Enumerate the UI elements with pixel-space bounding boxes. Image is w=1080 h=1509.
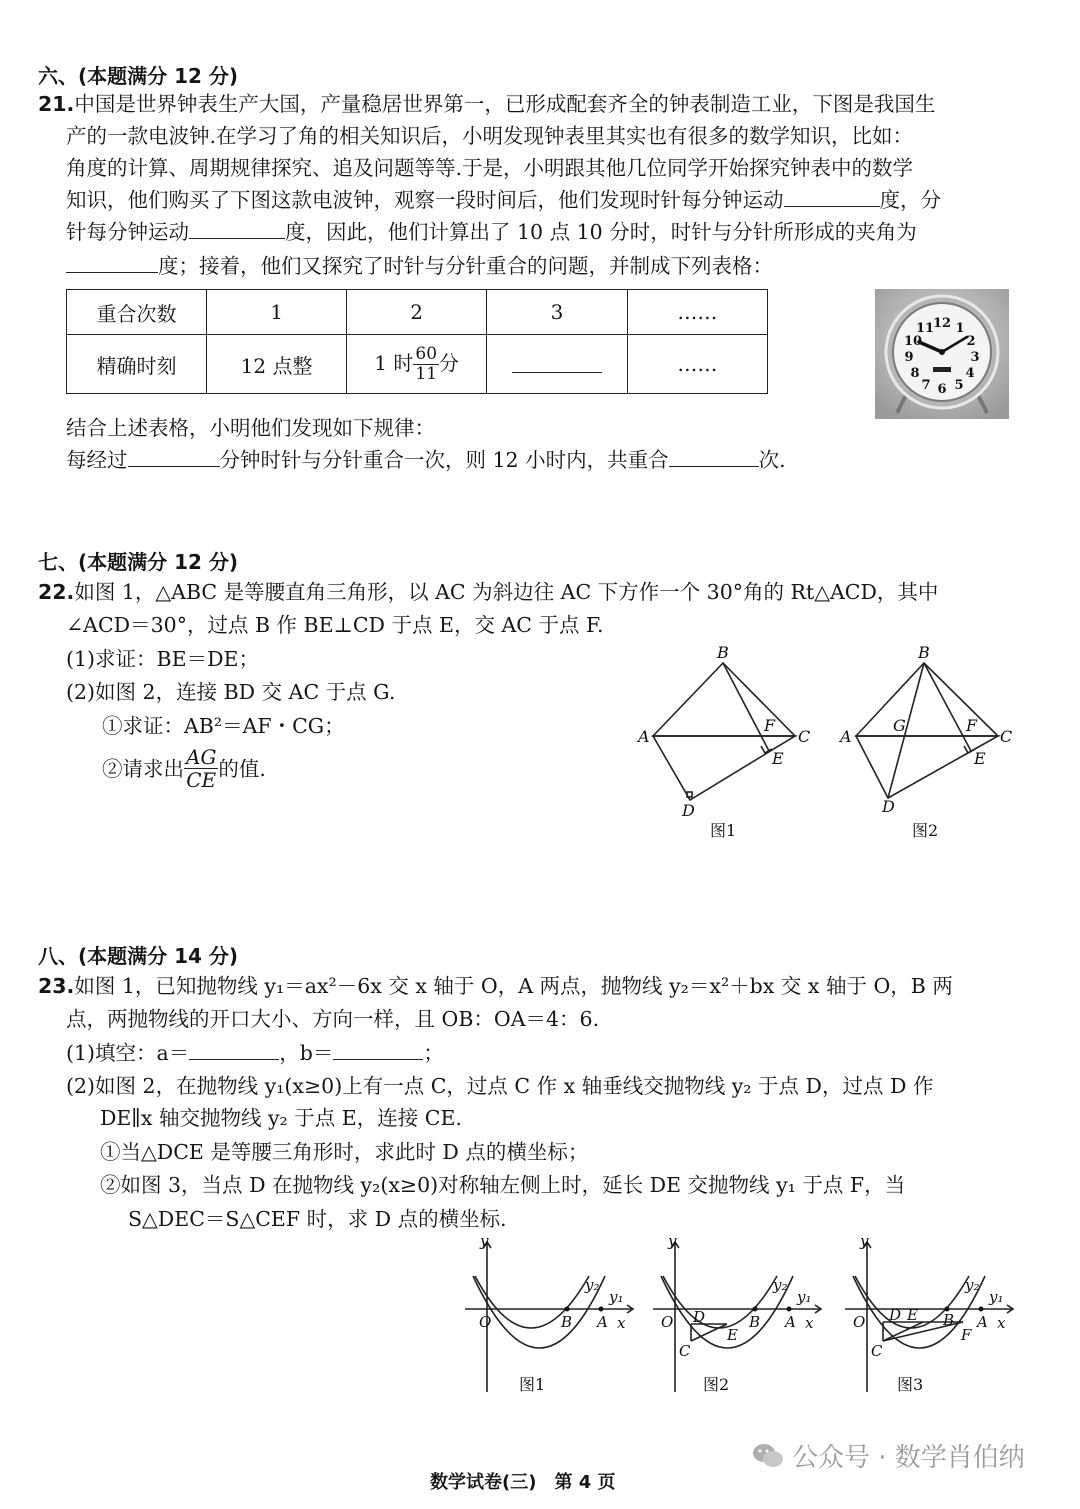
point-label-A: A (785, 1313, 796, 1331)
axis-label-y: y (860, 1232, 869, 1250)
q21-text-7a: 每经过 (66, 448, 128, 472)
q23-text-1c: ； (423, 1041, 444, 1065)
denominator: 11 (415, 363, 438, 384)
q21-text-6: 度；接着，他们又探究了时针与分针重合的问题，并制成下列表格： (158, 254, 773, 278)
q21-text-4a: 知识，他们购买了下图这款电波钟，观察一段时间后，他们发现时针每分钟运动 (66, 188, 784, 212)
q21-text-7b: 分钟时针与分针重合一次，则 12 小时内，共重合 (219, 448, 669, 472)
page-footer: 数学试卷(三) 第 4 页 (430, 1472, 616, 1493)
axis-label-x: x (805, 1314, 814, 1332)
fraction (413, 345, 439, 384)
q21-text-5b: 度，因此，他们计算出了 10 点 10 分时，时针与分针所形成的夹角为 (285, 220, 917, 244)
q21-conclusion: 结合上述表格，小明他们发现如下规律： (66, 416, 435, 440)
table-cell: 2 (347, 290, 487, 335)
section-6-heading: 六、(本题满分 12 分) (38, 64, 239, 88)
q23-part-2-line-2: DE∥x 轴交抛物线 y₂ 于点 E，连接 CE. (100, 1106, 462, 1130)
q23-figures (455, 1232, 1025, 1402)
clock-numeral: 12 (932, 316, 952, 331)
clock-numeral: 3 (970, 350, 980, 365)
point-label-A: A (638, 727, 650, 746)
clock-numeral: 7 (921, 378, 931, 393)
point-label-G: G (893, 716, 906, 735)
table-row (67, 290, 768, 335)
point-label-B: B (943, 1311, 955, 1329)
answer-blank[interactable] (333, 1037, 423, 1060)
clock-numeral: 5 (954, 378, 964, 393)
q21-line-1 (38, 88, 935, 120)
axis-label-x: x (617, 1314, 626, 1332)
axis-label-x: x (997, 1314, 1006, 1332)
q23-number: 23. (38, 974, 75, 998)
answer-blank[interactable] (669, 444, 759, 467)
watermark-text: 公众号 · 数学肖伯纳 (792, 1443, 1025, 1473)
point-label-B: B (561, 1313, 573, 1331)
point-label-E: E (727, 1326, 738, 1344)
figure-caption: 图2 (912, 821, 939, 840)
curve-label-y2: y₂ (585, 1276, 600, 1294)
answer-blank[interactable] (66, 250, 158, 273)
clock-numeral: 1 (955, 321, 965, 336)
numerator: AG (186, 745, 217, 769)
curve-label-y1: y₁ (797, 1288, 812, 1306)
table-cell: 1 (207, 290, 347, 335)
table-cell (347, 335, 487, 394)
answer-blank[interactable] (189, 216, 285, 239)
point-label-C: C (1000, 727, 1013, 746)
answer-blank[interactable] (512, 350, 602, 373)
point-label-E: E (772, 749, 784, 768)
answer-blank[interactable] (784, 184, 880, 207)
q22-part-2: (2)如图 2，连接 BD 交 AC 于点 G. (66, 680, 396, 704)
point-label-A: A (597, 1313, 608, 1331)
q21-text-7c: 次. (758, 448, 786, 472)
table-row (67, 335, 768, 394)
q22-text-2b-end: 的值. (218, 756, 266, 781)
q23-part-2b-line-2: S△DEC＝S△CEF 时，求 D 点的横坐标. (128, 1207, 507, 1231)
clock-numeral: 4 (965, 366, 975, 381)
cell-text: 1 时 (374, 350, 414, 375)
point-label-A: A (977, 1313, 988, 1331)
numerator: 60 (415, 343, 438, 364)
q22-part-1: (1)求证：BE＝DE； (66, 647, 259, 671)
point-label-D: D (889, 1306, 902, 1324)
answer-blank[interactable] (189, 1037, 279, 1060)
q22-part-2b (102, 746, 266, 791)
q21-number: 21. (38, 92, 75, 116)
watermark (752, 1437, 1025, 1474)
curve-label-y2: y₂ (773, 1276, 788, 1294)
denominator: CE (186, 768, 217, 792)
q23-part-1 (66, 1037, 444, 1069)
clock-numeral: 2 (966, 334, 976, 349)
q22-figure-1 (630, 640, 820, 850)
q22-text-1: 如图 1，△ABC 是等腰直角三角形，以 AC 为斜边往 AC 下方作一个 30°角的 Rt△ACD，其中 (74, 580, 939, 604)
q23-part-2a: ①当△DCE 是等腰三角形时，求此时 D 点的横坐标； (100, 1140, 589, 1164)
point-label-B: B (749, 1313, 761, 1331)
figure-caption: 图3 (897, 1375, 924, 1394)
point-label-D: D (882, 797, 895, 816)
point-label-A: A (840, 727, 852, 746)
point-label-F: F (961, 1326, 972, 1344)
point-label-F: F (966, 716, 978, 735)
clock-numeral: 9 (904, 350, 914, 365)
clock-numeral: 11 (915, 321, 935, 336)
q22-number: 22. (38, 580, 75, 604)
section-8-heading: 八、(本题满分 14 分) (38, 944, 239, 968)
table-cell: 12 点整 (207, 335, 347, 394)
curve-label-y2: y₂ (965, 1276, 980, 1294)
point-label-C: C (798, 727, 811, 746)
table-cell: 精确时刻 (67, 335, 207, 394)
q22-part-2a: ①求证：AB²＝AF・CG； (102, 714, 345, 738)
q21-line-5 (66, 216, 917, 248)
table-cell: 3 (487, 290, 628, 335)
q23-figure-3 (845, 1232, 1013, 1394)
point-label-O: O (853, 1313, 866, 1331)
q23-text-1a: (1)填空：a＝ (66, 1041, 190, 1065)
coincidence-table (66, 289, 768, 394)
cell-text: 分 (439, 350, 460, 375)
answer-blank[interactable] (128, 444, 220, 467)
table-cell: …… (627, 290, 767, 335)
q23-figure-2 (653, 1232, 821, 1394)
point-label-B: B (918, 643, 930, 662)
q23-text-1: 如图 1，已知抛物线 y₁＝ax²－6x 交 x 轴于 O，A 两点，抛物线 y₂＝x²＋bx 交 x 轴于 O，B 两 (74, 974, 953, 998)
point-label-C: C (871, 1342, 883, 1360)
point-label-E: E (907, 1306, 918, 1324)
q22-line-2: ∠ACD＝30°，过点 B 作 BE⊥CD 于点 E，交 AC 于点 F. (66, 613, 604, 637)
figure-caption: 图2 (703, 1375, 730, 1394)
q22-line-1 (38, 576, 938, 608)
point-label-E: E (974, 749, 986, 768)
table-cell: 重合次数 (67, 290, 207, 335)
clock-numeral: 6 (937, 382, 947, 397)
figure-caption: 图1 (710, 821, 737, 840)
curve-label-y1: y₁ (989, 1288, 1004, 1306)
q21-line-2: 产的一款电波钟.在学习了角的相关知识后，小明发现钟表里其实也有很多的数学知识，比如： (66, 124, 914, 148)
point-label-D: D (682, 801, 695, 820)
table-cell (487, 335, 628, 394)
point-label-C: C (679, 1342, 691, 1360)
q23-line-1 (38, 970, 953, 1002)
q23-line-2: 点，两抛物线的开口大小、方向一样，且 OB：OA＝4：6. (66, 1007, 600, 1031)
q21-text-5a: 针每分钟运动 (66, 220, 189, 244)
point-label-B: B (717, 643, 729, 662)
figure-caption: 图1 (519, 1375, 546, 1394)
q21-line-4 (66, 184, 941, 216)
point-label-O: O (661, 1313, 674, 1331)
q23-text-1b: ，b＝ (279, 1041, 334, 1065)
q22-text-2b: ②请求出 (102, 756, 184, 781)
clock-numeral: 10 (903, 334, 923, 349)
axis-label-y: y (480, 1232, 489, 1250)
section-7-heading: 七、(本题满分 12 分) (38, 550, 239, 574)
q21-line-3: 角度的计算、周期规律探究、追及问题等等.于是，小明跟其他几位同学开始探究钟表中的数学 (66, 156, 914, 180)
q23-part-2b: ②如图 3，当点 D 在抛物线 y₂(x≥0)对称轴左侧上时，延长 DE 交抛物线 y₁ 于点 F，当 (100, 1173, 906, 1197)
clock-numeral: 8 (910, 366, 920, 381)
q22-figure-2 (830, 640, 1020, 850)
q21-text-1: 中国是世界钟表生产大国，产量稳居世界第一，已形成配套齐全的钟表制造工业，下图是我国生 (74, 92, 936, 116)
q21-line-6 (66, 250, 773, 282)
point-label-F: F (764, 716, 776, 735)
q23-figure-1 (465, 1232, 633, 1394)
q21-text-4b: 度，分 (879, 188, 941, 212)
wechat-icon (752, 1442, 784, 1470)
point-label-D: D (693, 1308, 706, 1326)
point-label-O: O (479, 1313, 492, 1331)
axis-label-y: y (668, 1232, 677, 1250)
clock-image (875, 289, 1009, 419)
q21-line-7 (66, 444, 786, 476)
q23-part-2: (2)如图 2，在抛物线 y₁(x≥0)上有一点 C，过点 C 作 x 轴垂线交抛物线 y₂ 于点 D，过点 D 作 (66, 1074, 934, 1098)
table-cell: …… (627, 335, 767, 394)
fraction (184, 746, 218, 791)
curve-label-y1: y₁ (609, 1288, 624, 1306)
